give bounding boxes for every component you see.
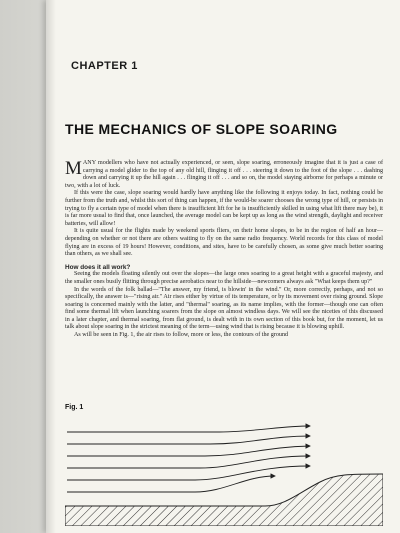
airflow-line-2: [67, 436, 310, 444]
paragraph-1: [65, 160, 383, 190]
paragraph-4: Seeing the models floating silently out over the slopes—the large ones soaring to a great height with a graceful majesty, and the smaller ones busily flitting through precise aerobatics near to the hillside—newcomers always ask "What keeps them up?": [65, 271, 383, 285]
airflow-line-4: [67, 456, 310, 468]
chapter-title: THE MECHANICS OF SLOPE SOARING: [65, 121, 338, 137]
body-text: [65, 160, 383, 340]
airflow-lines: [67, 426, 310, 492]
chapter-label: CHAPTER 1: [71, 60, 138, 72]
paragraph-6: As will be seen in Fig. 1, the air rises to follow, more or less, the contours of the ground: [74, 332, 289, 339]
paragraph-3: It is quite usual for the flights made by weekend sports fliers, on their home slopes, to be in the region of half an hour—depending on whether or not there are others waiting to fly on the same radio frequency. World records for this class of model flying are in excess of 19 hours! However, conditions, and sites, have to be carefully chosen, as some give much better soaring than others, as we shall see.: [65, 228, 383, 258]
airflow-line-6: [67, 476, 275, 492]
figure-label: Fig. 1: [65, 404, 84, 411]
paragraph-1-text: ANY modellers who have not actually experienced, or seen, slope soaring, erroneously imagine that it is just a case of carrying a model glider to the top of any old hill, flinging it off . . . steering it down to the foot of the slope . . . dashing down and carrying it up the hill again . . . flinging it off . . . and so on, the model staying airborne for perhaps a minute or two, with a lot of luck.: [65, 160, 383, 189]
spine-shadow: [46, 0, 56, 533]
airflow-line-1: [67, 426, 310, 432]
book-page: [46, 0, 400, 533]
paragraph-2: If this were the case, slope soaring would hardly have anything like the following it enjoys today. In fact, nothing could be further from the truth and, whilst this sort of thing can happen, if the would-be soarer chooses the wrong type of hill, or persists in trying to fly a certain type of model when there is insufficient lift for he is insufficiently skilled in using what lift there may be), it is far more usual to find that, once launched, the average model can be kept up as long as the wind strength, daylight and receiver batteries, will allow!: [65, 190, 383, 227]
airflow-line-3: [67, 446, 310, 456]
drop-cap: M: [65, 158, 82, 179]
figure-1-slope-diagram: [65, 414, 383, 526]
section-heading: How does it all work?: [65, 263, 131, 271]
ground-hatched: [65, 474, 383, 526]
paragraph-5: In the words of the folk ballad—"The answer, my friend, is blowin' in the wind." Or, more correctly, perhaps, and not so specifically, the answer is—"rising air." Air rises either by virtue of its temperature, or by its movement over rising ground. Slope soaring is concerned mainly with the latter, and "thermal" soaring, as its name implies, with the former—though one can often find some thermal lift when launching soarers from the slope on almost windless days. We will see the niceties of this discussed in a later chapter, and thermal soaring, from flat ground, is dealt with in its own section of this book but, for the moment, let us talk about slope soaring in the strictest meaning of the term—using wind that is rising because it is blowing uphill.: [65, 286, 383, 331]
